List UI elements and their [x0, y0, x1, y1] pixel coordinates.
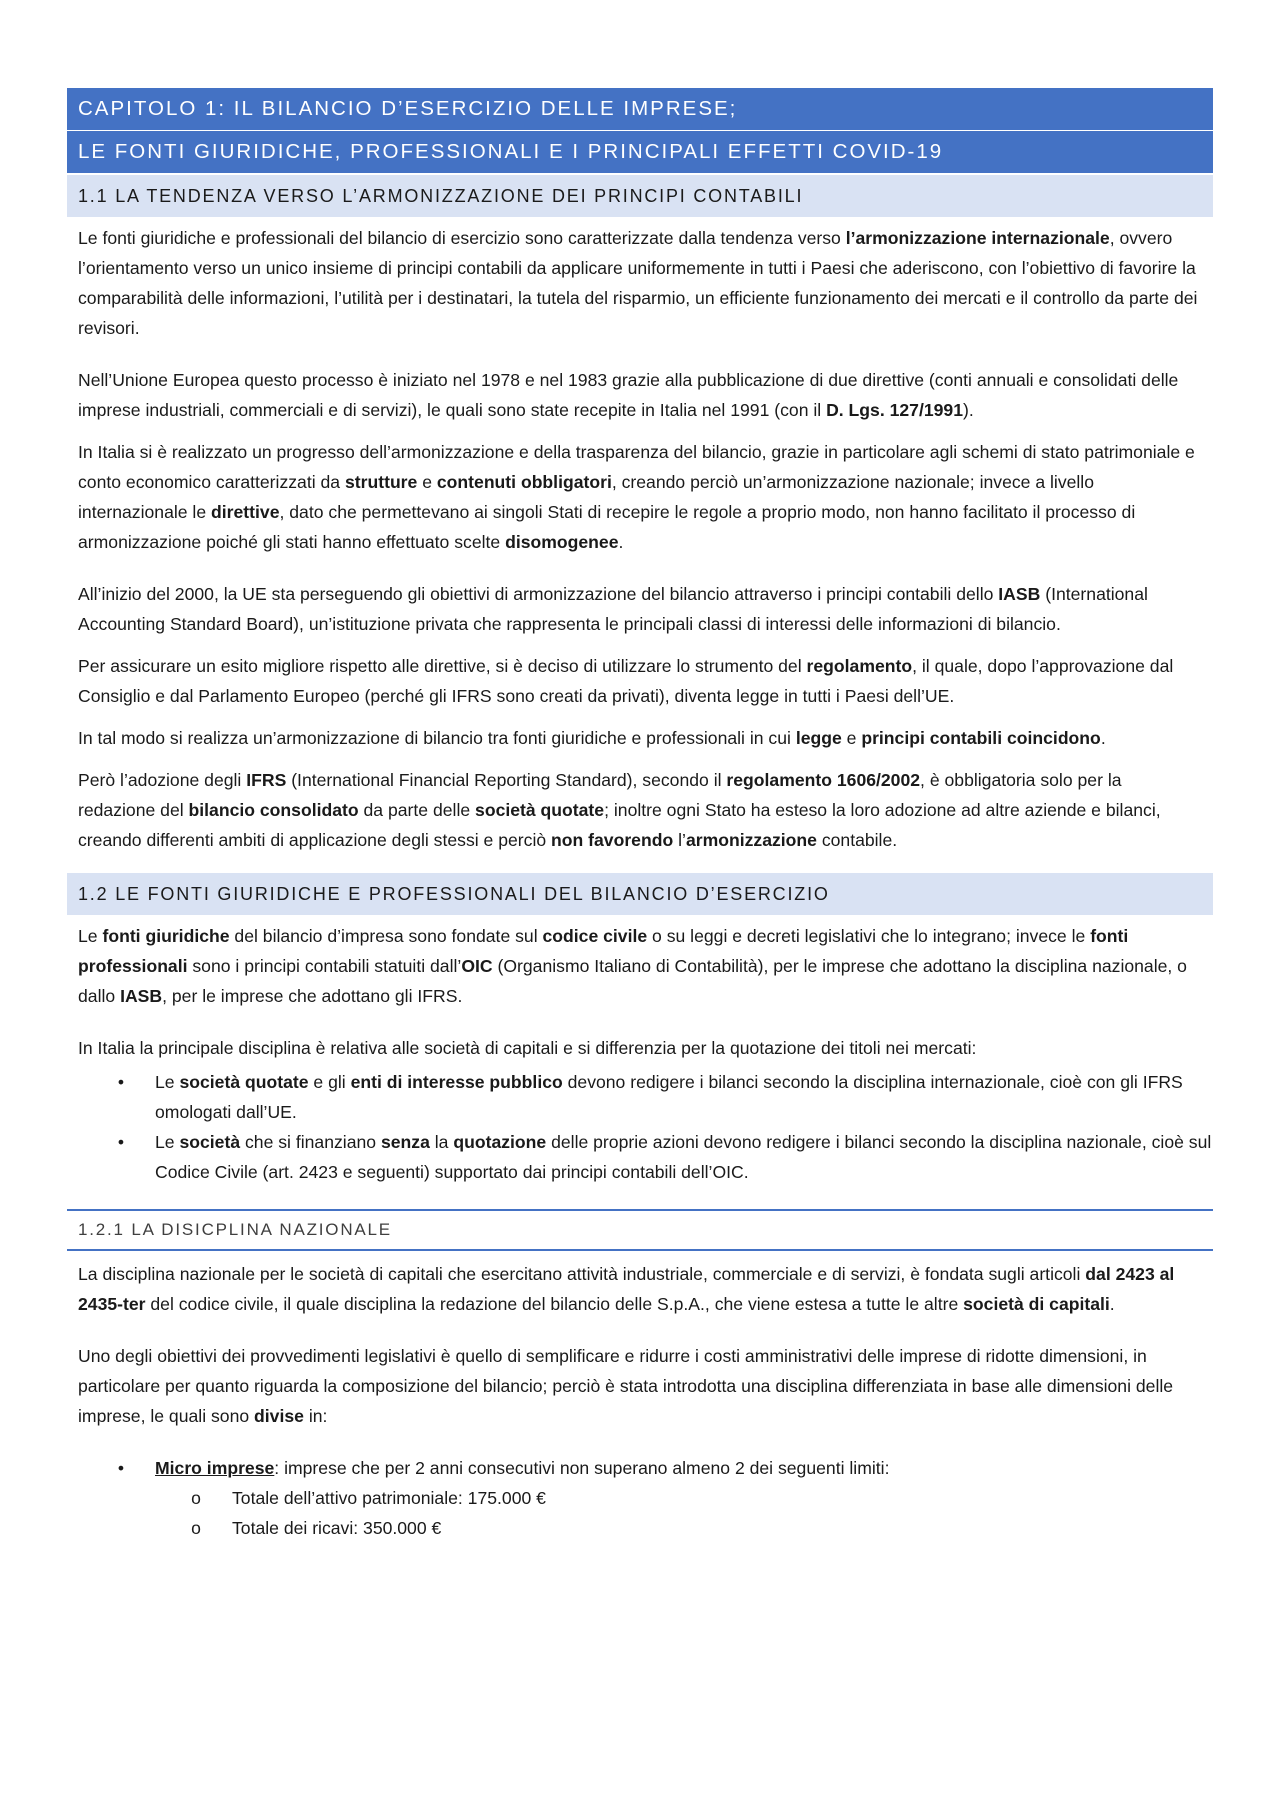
- section-1-2-1-heading: 1.2.1 LA DISICPLINA NAZIONALE: [67, 1209, 1213, 1251]
- section-1-2-heading: 1.2 LE FONTI GIURIDICHE E PROFESSIONALI DEL BILANCIO D’ESERCIZIO: [67, 873, 1213, 915]
- sub-list-item: o Totale dell’attivo patrimoniale: 175.000 €: [67, 1483, 1213, 1513]
- s11-paragraph-7: Però l’adozione degli IFRS (International Financial Reporting Standard), secondo il regolamento 1606/2002, è obbligatoria solo per la redazione del bilancio consolidato da parte delle società quotate; inoltre ogni Stato ha esteso la loro adozione ad altre aziende e bilanci, creando differenti ambiti di applicazione degli stessi e perciò non favorendo l’armonizzazione contabile.: [78, 770, 1161, 850]
- section-1-1-heading: 1.1 LA TENDENZA VERSO L’ARMONIZZAZIONE DEI PRINCIPI CONTABILI: [67, 175, 1213, 217]
- document-content: [67, 88, 1213, 1543]
- bullet-icon: •: [117, 1458, 125, 1478]
- sub-list-item: o Totale dei ricavi: 350.000 €: [67, 1513, 1213, 1543]
- circle-bullet-icon: o: [191, 1518, 201, 1538]
- chapter-title-line1: CAPITOLO 1: IL BILANCIO D’ESERCIZIO DELLE IMPRESE;: [67, 88, 1213, 131]
- s11-paragraph-6: In tal modo si realizza un’armonizzazione di bilancio tra fonti giuridiche e professionali in cui legge e principi contabili coincidono.: [78, 728, 1106, 748]
- s12-bullet-list: [67, 1067, 1213, 1187]
- bullet-icon: •: [117, 1072, 125, 1092]
- chapter-title-line2: LE FONTI GIURIDICHE, PROFESSIONALI E I PRINCIPALI EFFETTI COVID-19: [67, 131, 1213, 173]
- list-item: • Micro imprese: imprese che per 2 anni consecutivi non superano almeno 2 dei seguenti limiti:: [67, 1453, 1213, 1483]
- s11-paragraph-4: All’inizio del 2000, la UE sta perseguendo gli obiettivi di armonizzazione del bilancio attraverso i principi contabili dello IASB (International Accounting Standard Board), un’istituzione privata che rappresenta le principali classi di interessi delle informazioni di bilancio.: [78, 584, 1148, 634]
- s11-paragraph-3: In Italia si è realizzato un progresso dell’armonizzazione e della trasparenza del bilancio, grazie in particolare agli schemi di stato patrimoniale e conto economico caratterizzati da strutture e contenuti obbligatori, creando perciò un’armonizzazione nazionale; invece a livello internazionale le direttive, dato che permettevano ai singoli Stati di recepire le regole a proprio modo, non hanno facilitato il processo di armonizzazione poiché gli stati hanno effettuato scelte disomogenee.: [78, 442, 1195, 552]
- s11-paragraph-1: Le fonti giuridiche e professionali del bilancio di esercizio sono caratterizzate dalla tendenza verso l’armonizzazione internazionale, ovvero l’orientamento verso un unico insieme di principi contabili da applicare uniformemente in tutti i Paesi che aderiscono, con l’obiettivo di favorire la comparabilità delle informazioni, l’utilità per i destinatari, la tutela del risparmio, un efficiente funzionamento dei mercati e il controllo da parte dei revisori.: [78, 228, 1198, 338]
- s11-paragraph-5: Per assicurare un esito migliore rispetto alle direttive, si è deciso di utilizzare lo strumento del regolamento, il quale, dopo l’approvazione dal Consiglio e dal Parlamento Europeo (perché gli IFRS sono creati da privati), diventa legge in tutti i Paesi dell’UE.: [78, 656, 1174, 706]
- s12-paragraph-1: Le fonti giuridiche del bilancio d’impresa sono fondate sul codice civile o su leggi e decreti legislativi che lo integrano; invece le fonti professionali sono i principi contabili statuiti dall’OIC (Organismo Italiano di Contabilità), per le imprese che adottano la disciplina nazionale, o dallo IASB, per le imprese che adottano gli IFRS.: [78, 926, 1187, 1006]
- list-item: • Le società che si finanziano senza la quotazione delle proprie azioni devono redigere i bilanci secondo la disciplina nazionale, cioè sul Codice Civile (art. 2423 e seguenti) supportato dai principi contabili dell’OIC.: [67, 1127, 1213, 1187]
- s121-paragraph-2: Uno degli obiettivi dei provvedimenti legislativi è quello di semplificare e ridurre i costi amministrativi delle imprese di ridotte dimensioni, in particolare per quanto riguarda la composizione del bilancio; perciò è stata introdotta una disciplina differenziata in base alle dimensioni delle imprese, le quali sono divise in:: [78, 1346, 1174, 1426]
- list-item: • Le società quotate e gli enti di interesse pubblico devono redigere i bilanci secondo la disciplina internazionale, cioè con gli IFRS omologati dall’UE.: [67, 1067, 1213, 1127]
- s121-paragraph-1: La disciplina nazionale per le società di capitali che esercitano attività industriale, commerciale e di servizi, è fondata sugli articoli dal 2423 al 2435-ter del codice civile, il quale disciplina la redazione del bilancio delle S.p.A., che viene estesa a tutte le altre società di capitali.: [78, 1264, 1175, 1314]
- circle-bullet-icon: o: [191, 1488, 201, 1508]
- s121-bullet-list: [67, 1453, 1213, 1543]
- s12-paragraph-2: In Italia la principale disciplina è relativa alle società di capitali e si differenzia per la quotazione dei titoli nei mercati:: [78, 1038, 977, 1058]
- s11-paragraph-2: Nell’Unione Europea questo processo è iniziato nel 1978 e nel 1983 grazie alla pubblicazione di due direttive (conti annuali e consolidati delle imprese industriali, commerciali e di servizi), le quali sono state recepite in Italia nel 1991 (con il D. Lgs. 127/1991).: [78, 370, 1179, 420]
- bullet-icon: •: [117, 1132, 125, 1152]
